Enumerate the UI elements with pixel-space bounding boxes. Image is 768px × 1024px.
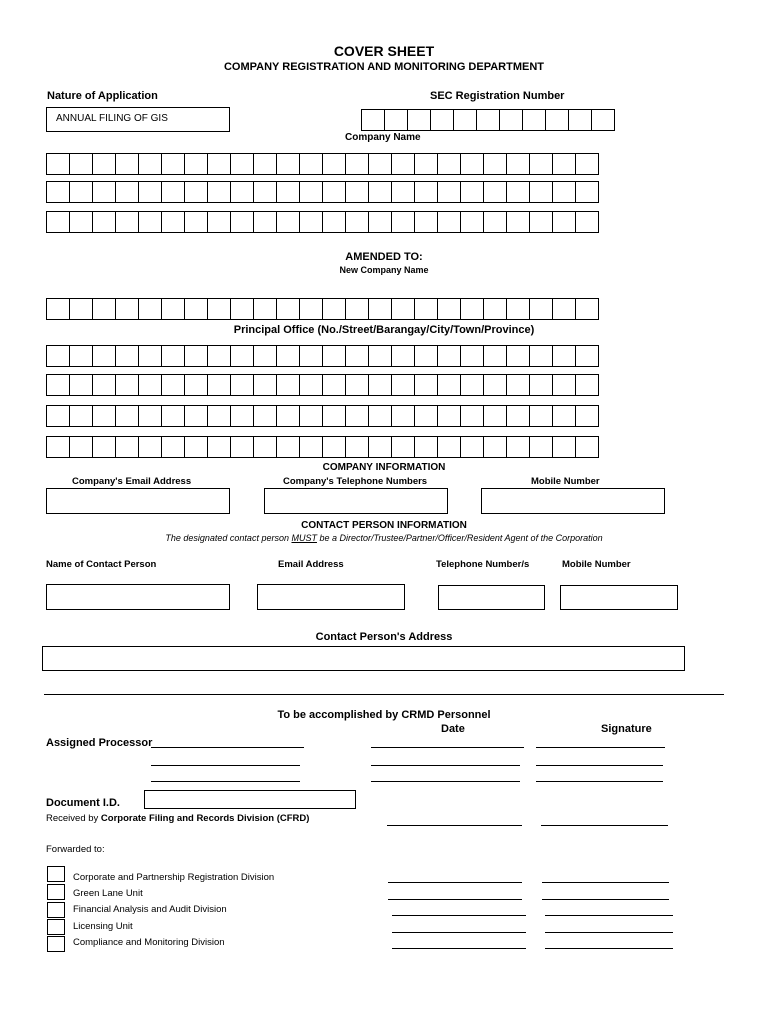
- character-cell[interactable]: [483, 345, 507, 367]
- processor-date-line-3[interactable]: [371, 781, 520, 782]
- character-cell[interactable]: [276, 374, 300, 396]
- character-cell[interactable]: [161, 405, 185, 427]
- character-cell[interactable]: [207, 345, 231, 367]
- sec-registration-cell[interactable]: [384, 109, 408, 131]
- character-cell[interactable]: [460, 405, 484, 427]
- character-cell[interactable]: [138, 181, 162, 203]
- character-cell[interactable]: [253, 405, 277, 427]
- character-cell[interactable]: [437, 345, 461, 367]
- processor-line-1[interactable]: [151, 747, 304, 748]
- processor-line-3[interactable]: [151, 781, 300, 782]
- character-cell[interactable]: [391, 405, 415, 427]
- character-cell[interactable]: [506, 153, 530, 175]
- character-cell[interactable]: [299, 181, 323, 203]
- character-cell[interactable]: [138, 153, 162, 175]
- character-cell[interactable]: [253, 345, 277, 367]
- character-cell[interactable]: [184, 298, 208, 320]
- character-cell[interactable]: [575, 436, 599, 458]
- character-cell[interactable]: [46, 181, 70, 203]
- company-email-field[interactable]: [46, 488, 230, 514]
- character-cell[interactable]: [92, 374, 116, 396]
- character-cell[interactable]: [368, 405, 392, 427]
- character-cell[interactable]: [161, 345, 185, 367]
- principal-office-grid-row-1[interactable]: [46, 345, 598, 367]
- received-prefix: Received by: [46, 813, 101, 824]
- checkbox-compliance-monitoring[interactable]: [47, 936, 65, 952]
- character-cell[interactable]: [529, 298, 553, 320]
- division-date-line-1[interactable]: [388, 882, 522, 883]
- division-label-1: Corporate and Partnership Registration Division: [73, 872, 275, 883]
- contact-telephone-field[interactable]: [438, 585, 545, 610]
- character-cell[interactable]: [230, 345, 254, 367]
- character-cell[interactable]: [115, 405, 139, 427]
- character-cell[interactable]: [184, 374, 208, 396]
- sec-registration-cell[interactable]: [407, 109, 431, 131]
- character-cell[interactable]: [322, 374, 346, 396]
- character-cell[interactable]: [276, 181, 300, 203]
- amended-to-title: AMENDED TO:: [345, 251, 423, 263]
- character-cell[interactable]: [230, 405, 254, 427]
- company-telephone-field[interactable]: [264, 488, 448, 514]
- character-cell[interactable]: [69, 298, 93, 320]
- principal-office-label: Principal Office (No./Street/Barangay/City/Town/Province): [233, 324, 535, 336]
- character-cell[interactable]: [437, 181, 461, 203]
- contact-telephone-label: Telephone Number/s: [436, 559, 530, 570]
- character-cell[interactable]: [115, 345, 139, 367]
- division-label-5: Compliance and Monitoring Division: [73, 937, 225, 948]
- character-cell[interactable]: [552, 436, 576, 458]
- contact-mobile-label: Mobile Number: [562, 559, 631, 570]
- processor-line-2[interactable]: [151, 765, 300, 766]
- character-cell[interactable]: [575, 211, 599, 233]
- character-cell[interactable]: [161, 436, 185, 458]
- character-cell[interactable]: [506, 405, 530, 427]
- character-cell[interactable]: [414, 345, 438, 367]
- nature-of-application-field[interactable]: [46, 107, 230, 132]
- character-cell[interactable]: [552, 345, 576, 367]
- character-cell[interactable]: [69, 345, 93, 367]
- character-cell[interactable]: [529, 153, 553, 175]
- character-cell[interactable]: [92, 436, 116, 458]
- division-date-line-2[interactable]: [388, 899, 522, 900]
- character-cell[interactable]: [299, 405, 323, 427]
- note-emphasis: MUST: [291, 533, 317, 543]
- sec-registration-cell[interactable]: [476, 109, 500, 131]
- character-cell[interactable]: [391, 181, 415, 203]
- assigned-processor-label: Assigned Processor: [46, 737, 153, 749]
- character-cell[interactable]: [69, 374, 93, 396]
- character-cell[interactable]: [414, 405, 438, 427]
- character-cell[interactable]: [299, 211, 323, 233]
- character-cell[interactable]: [253, 181, 277, 203]
- character-cell[interactable]: [92, 211, 116, 233]
- character-cell[interactable]: [207, 181, 231, 203]
- processor-date-line-1[interactable]: [371, 747, 524, 748]
- character-cell[interactable]: [207, 153, 231, 175]
- character-cell[interactable]: [115, 298, 139, 320]
- character-cell[interactable]: [69, 405, 93, 427]
- contact-name-label: Name of Contact Person: [46, 559, 157, 570]
- character-cell[interactable]: [506, 374, 530, 396]
- character-cell[interactable]: [207, 405, 231, 427]
- sec-registration-cell[interactable]: [591, 109, 615, 131]
- contact-email-label: Email Address: [278, 559, 344, 570]
- character-cell[interactable]: [276, 153, 300, 175]
- character-cell[interactable]: [184, 153, 208, 175]
- character-cell[interactable]: [368, 298, 392, 320]
- character-cell[interactable]: [276, 345, 300, 367]
- character-cell[interactable]: [460, 345, 484, 367]
- character-cell[interactable]: [92, 181, 116, 203]
- division-signature-line-4[interactable]: [545, 932, 673, 933]
- company-telephone-label: Company's Telephone Numbers: [283, 476, 428, 487]
- character-cell[interactable]: [46, 345, 70, 367]
- division-label-3: Financial Analysis and Audit Division: [73, 904, 227, 915]
- checkbox-corporate-partnership-registration[interactable]: [47, 866, 65, 882]
- character-cell[interactable]: [161, 298, 185, 320]
- division-signature-line-3[interactable]: [545, 915, 673, 916]
- character-cell[interactable]: [529, 436, 553, 458]
- character-cell[interactable]: [230, 374, 254, 396]
- processor-signature-line-1[interactable]: [536, 747, 665, 748]
- character-cell[interactable]: [483, 153, 507, 175]
- character-cell[interactable]: [299, 374, 323, 396]
- processor-signature-line-3[interactable]: [536, 781, 663, 782]
- division-signature-line-5[interactable]: [545, 948, 673, 949]
- character-cell[interactable]: [552, 153, 576, 175]
- character-cell[interactable]: [345, 181, 369, 203]
- character-cell[interactable]: [391, 436, 415, 458]
- division-signature-line-2[interactable]: [542, 899, 669, 900]
- character-cell[interactable]: [345, 211, 369, 233]
- character-cell[interactable]: [276, 436, 300, 458]
- character-cell[interactable]: [460, 374, 484, 396]
- character-cell[interactable]: [46, 153, 70, 175]
- division-label-4: Licensing Unit: [73, 921, 133, 932]
- character-cell[interactable]: [437, 405, 461, 427]
- character-cell[interactable]: [391, 345, 415, 367]
- character-cell[interactable]: [414, 436, 438, 458]
- character-cell[interactable]: [46, 405, 70, 427]
- character-cell[interactable]: [483, 374, 507, 396]
- character-cell[interactable]: [529, 405, 553, 427]
- character-cell[interactable]: [69, 153, 93, 175]
- character-cell[interactable]: [253, 374, 277, 396]
- character-cell[interactable]: [529, 211, 553, 233]
- character-cell[interactable]: [368, 436, 392, 458]
- character-cell[interactable]: [253, 211, 277, 233]
- new-company-name-label: New Company Name: [339, 265, 429, 275]
- character-cell[interactable]: [529, 374, 553, 396]
- department-title: COMPANY REGISTRATION AND MONITORING DEPARTMENT: [223, 61, 545, 73]
- company-name-grid-row-3[interactable]: [46, 211, 598, 233]
- character-cell[interactable]: [92, 153, 116, 175]
- division-date-line-3[interactable]: [392, 915, 526, 916]
- character-cell[interactable]: [115, 181, 139, 203]
- character-cell[interactable]: [552, 405, 576, 427]
- character-cell[interactable]: [299, 345, 323, 367]
- character-cell[interactable]: [115, 211, 139, 233]
- character-cell[interactable]: [161, 211, 185, 233]
- character-cell[interactable]: [46, 211, 70, 233]
- division-label-2: Green Lane Unit: [73, 888, 143, 899]
- character-cell[interactable]: [391, 211, 415, 233]
- character-cell[interactable]: [322, 405, 346, 427]
- processor-signature-line-2[interactable]: [536, 765, 663, 766]
- principal-office-grid-row-4[interactable]: [46, 436, 598, 458]
- character-cell[interactable]: [345, 298, 369, 320]
- character-cell[interactable]: [483, 298, 507, 320]
- character-cell[interactable]: [230, 153, 254, 175]
- character-cell[interactable]: [529, 345, 553, 367]
- character-cell[interactable]: [483, 211, 507, 233]
- contact-address-label: Contact Person's Address: [315, 631, 453, 643]
- character-cell[interactable]: [230, 181, 254, 203]
- document-id-field[interactable]: [144, 790, 356, 809]
- contact-email-field[interactable]: [257, 584, 405, 610]
- section-divider: [44, 694, 724, 695]
- character-cell[interactable]: [575, 298, 599, 320]
- character-cell[interactable]: [69, 436, 93, 458]
- character-cell[interactable]: [414, 153, 438, 175]
- character-cell[interactable]: [92, 298, 116, 320]
- company-name-grid-row-1[interactable]: [46, 153, 598, 175]
- character-cell[interactable]: [552, 181, 576, 203]
- character-cell[interactable]: [92, 345, 116, 367]
- character-cell[interactable]: [322, 211, 346, 233]
- character-cell[interactable]: [322, 298, 346, 320]
- character-cell[interactable]: [368, 211, 392, 233]
- sec-registration-cell[interactable]: [361, 109, 385, 131]
- character-cell[interactable]: [230, 211, 254, 233]
- character-cell[interactable]: [253, 298, 277, 320]
- character-cell[interactable]: [207, 211, 231, 233]
- character-cell[interactable]: [276, 405, 300, 427]
- sec-registration-cell[interactable]: [545, 109, 569, 131]
- character-cell[interactable]: [460, 436, 484, 458]
- character-cell[interactable]: [506, 436, 530, 458]
- sec-registration-cell[interactable]: [430, 109, 454, 131]
- character-cell[interactable]: [414, 298, 438, 320]
- character-cell[interactable]: [368, 374, 392, 396]
- character-cell[interactable]: [46, 298, 70, 320]
- sec-registration-cell[interactable]: [499, 109, 523, 131]
- crmd-title: To be accomplished by CRMD Personnel: [277, 709, 491, 721]
- character-cell[interactable]: [414, 374, 438, 396]
- character-cell[interactable]: [391, 298, 415, 320]
- character-cell[interactable]: [138, 211, 162, 233]
- division-date-line-4[interactable]: [392, 932, 526, 933]
- character-cell[interactable]: [506, 211, 530, 233]
- character-cell[interactable]: [299, 298, 323, 320]
- character-cell[interactable]: [368, 345, 392, 367]
- character-cell[interactable]: [184, 211, 208, 233]
- character-cell[interactable]: [368, 181, 392, 203]
- character-cell[interactable]: [184, 436, 208, 458]
- character-cell[interactable]: [575, 374, 599, 396]
- character-cell[interactable]: [322, 181, 346, 203]
- character-cell[interactable]: [575, 181, 599, 203]
- character-cell[interactable]: [299, 153, 323, 175]
- character-cell[interactable]: [414, 211, 438, 233]
- company-mobile-field[interactable]: [481, 488, 665, 514]
- character-cell[interactable]: [207, 436, 231, 458]
- character-cell[interactable]: [207, 298, 231, 320]
- character-cell[interactable]: [299, 436, 323, 458]
- character-cell[interactable]: [414, 181, 438, 203]
- character-cell[interactable]: [483, 405, 507, 427]
- character-cell[interactable]: [437, 298, 461, 320]
- character-cell[interactable]: [92, 405, 116, 427]
- character-cell[interactable]: [345, 436, 369, 458]
- character-cell[interactable]: [460, 153, 484, 175]
- character-cell[interactable]: [437, 153, 461, 175]
- character-cell[interactable]: [506, 345, 530, 367]
- character-cell[interactable]: [69, 211, 93, 233]
- character-cell[interactable]: [460, 211, 484, 233]
- character-cell[interactable]: [575, 345, 599, 367]
- character-cell[interactable]: [69, 181, 93, 203]
- received-division: Corporate Filing and Records Division (CFRD): [100, 813, 310, 824]
- character-cell[interactable]: [575, 153, 599, 175]
- character-cell[interactable]: [115, 436, 139, 458]
- contact-person-title: CONTACT PERSON INFORMATION: [301, 520, 467, 531]
- character-cell[interactable]: [345, 153, 369, 175]
- character-cell[interactable]: [460, 298, 484, 320]
- company-mobile-label: Mobile Number: [531, 476, 600, 487]
- character-cell[interactable]: [506, 181, 530, 203]
- character-cell[interactable]: [368, 153, 392, 175]
- received-signature-line[interactable]: [541, 825, 668, 826]
- date-column-label: Date: [441, 723, 465, 735]
- company-name-grid-row-2[interactable]: [46, 181, 598, 203]
- character-cell[interactable]: [46, 374, 70, 396]
- character-cell[interactable]: [391, 153, 415, 175]
- note-prefix: The designated contact person: [165, 533, 292, 543]
- character-cell[interactable]: [322, 436, 346, 458]
- character-cell[interactable]: [161, 181, 185, 203]
- forwarded-to-label: Forwarded to:: [46, 844, 105, 855]
- character-cell[interactable]: [46, 436, 70, 458]
- character-cell[interactable]: [322, 345, 346, 367]
- sec-registration-cell[interactable]: [453, 109, 477, 131]
- nature-of-application-label: Nature of Application: [47, 90, 158, 102]
- character-cell[interactable]: [184, 345, 208, 367]
- character-cell[interactable]: [276, 298, 300, 320]
- character-cell[interactable]: [552, 374, 576, 396]
- character-cell[interactable]: [575, 405, 599, 427]
- company-email-label: Company's Email Address: [72, 476, 192, 487]
- company-name-label: Company Name: [345, 132, 421, 143]
- character-cell[interactable]: [483, 436, 507, 458]
- character-cell[interactable]: [322, 153, 346, 175]
- processor-date-line-2[interactable]: [371, 765, 520, 766]
- character-cell[interactable]: [115, 153, 139, 175]
- note-suffix: be a Director/Trustee/Partner/Officer/Resident Agent of the Corporation: [316, 533, 603, 543]
- sec-registration-grid[interactable]: [361, 109, 614, 131]
- signature-column-label: Signature: [601, 723, 652, 735]
- character-cell[interactable]: [138, 436, 162, 458]
- character-cell[interactable]: [506, 298, 530, 320]
- character-cell[interactable]: [230, 436, 254, 458]
- character-cell[interactable]: [253, 436, 277, 458]
- character-cell[interactable]: [391, 374, 415, 396]
- sec-registration-cell[interactable]: [522, 109, 546, 131]
- character-cell[interactable]: [345, 405, 369, 427]
- sec-registration-label: SEC Registration Number: [430, 90, 565, 102]
- received-date-line[interactable]: [387, 825, 522, 826]
- character-cell[interactable]: [483, 181, 507, 203]
- character-cell[interactable]: [437, 211, 461, 233]
- character-cell[interactable]: [138, 298, 162, 320]
- character-cell[interactable]: [460, 181, 484, 203]
- character-cell[interactable]: [138, 345, 162, 367]
- contact-person-note: [0, 533, 768, 543]
- division-signature-line-1[interactable]: [542, 882, 669, 883]
- sec-registration-cell[interactable]: [568, 109, 592, 131]
- principal-office-grid-row-2[interactable]: [46, 374, 598, 396]
- character-cell[interactable]: [138, 405, 162, 427]
- character-cell[interactable]: [207, 374, 231, 396]
- new-company-name-grid[interactable]: [46, 298, 598, 320]
- character-cell[interactable]: [253, 153, 277, 175]
- received-by-text: [46, 813, 309, 824]
- character-cell[interactable]: [552, 211, 576, 233]
- document-id-label: Document I.D.: [46, 797, 120, 809]
- character-cell[interactable]: [184, 181, 208, 203]
- character-cell[interactable]: [115, 374, 139, 396]
- checkbox-green-lane-unit[interactable]: [47, 884, 65, 900]
- character-cell[interactable]: [230, 298, 254, 320]
- character-cell[interactable]: [345, 374, 369, 396]
- checkbox-licensing-unit[interactable]: [47, 919, 65, 935]
- nature-of-application-value: ANNUAL FILING OF GIS: [56, 113, 168, 124]
- character-cell[interactable]: [529, 181, 553, 203]
- character-cell[interactable]: [161, 153, 185, 175]
- character-cell[interactable]: [276, 211, 300, 233]
- page-title: COVER SHEET: [333, 43, 435, 59]
- character-cell[interactable]: [161, 374, 185, 396]
- character-cell[interactable]: [345, 345, 369, 367]
- company-information-title: COMPANY INFORMATION: [322, 462, 446, 473]
- contact-address-field[interactable]: [42, 646, 685, 671]
- character-cell[interactable]: [138, 374, 162, 396]
- character-cell[interactable]: [437, 436, 461, 458]
- principal-office-grid-row-3[interactable]: [46, 405, 598, 427]
- contact-name-field[interactable]: [46, 584, 230, 610]
- contact-mobile-field[interactable]: [560, 585, 678, 610]
- checkbox-financial-analysis-audit[interactable]: [47, 902, 65, 918]
- division-date-line-5[interactable]: [392, 948, 526, 949]
- character-cell[interactable]: [184, 405, 208, 427]
- character-cell[interactable]: [552, 298, 576, 320]
- character-cell[interactable]: [437, 374, 461, 396]
